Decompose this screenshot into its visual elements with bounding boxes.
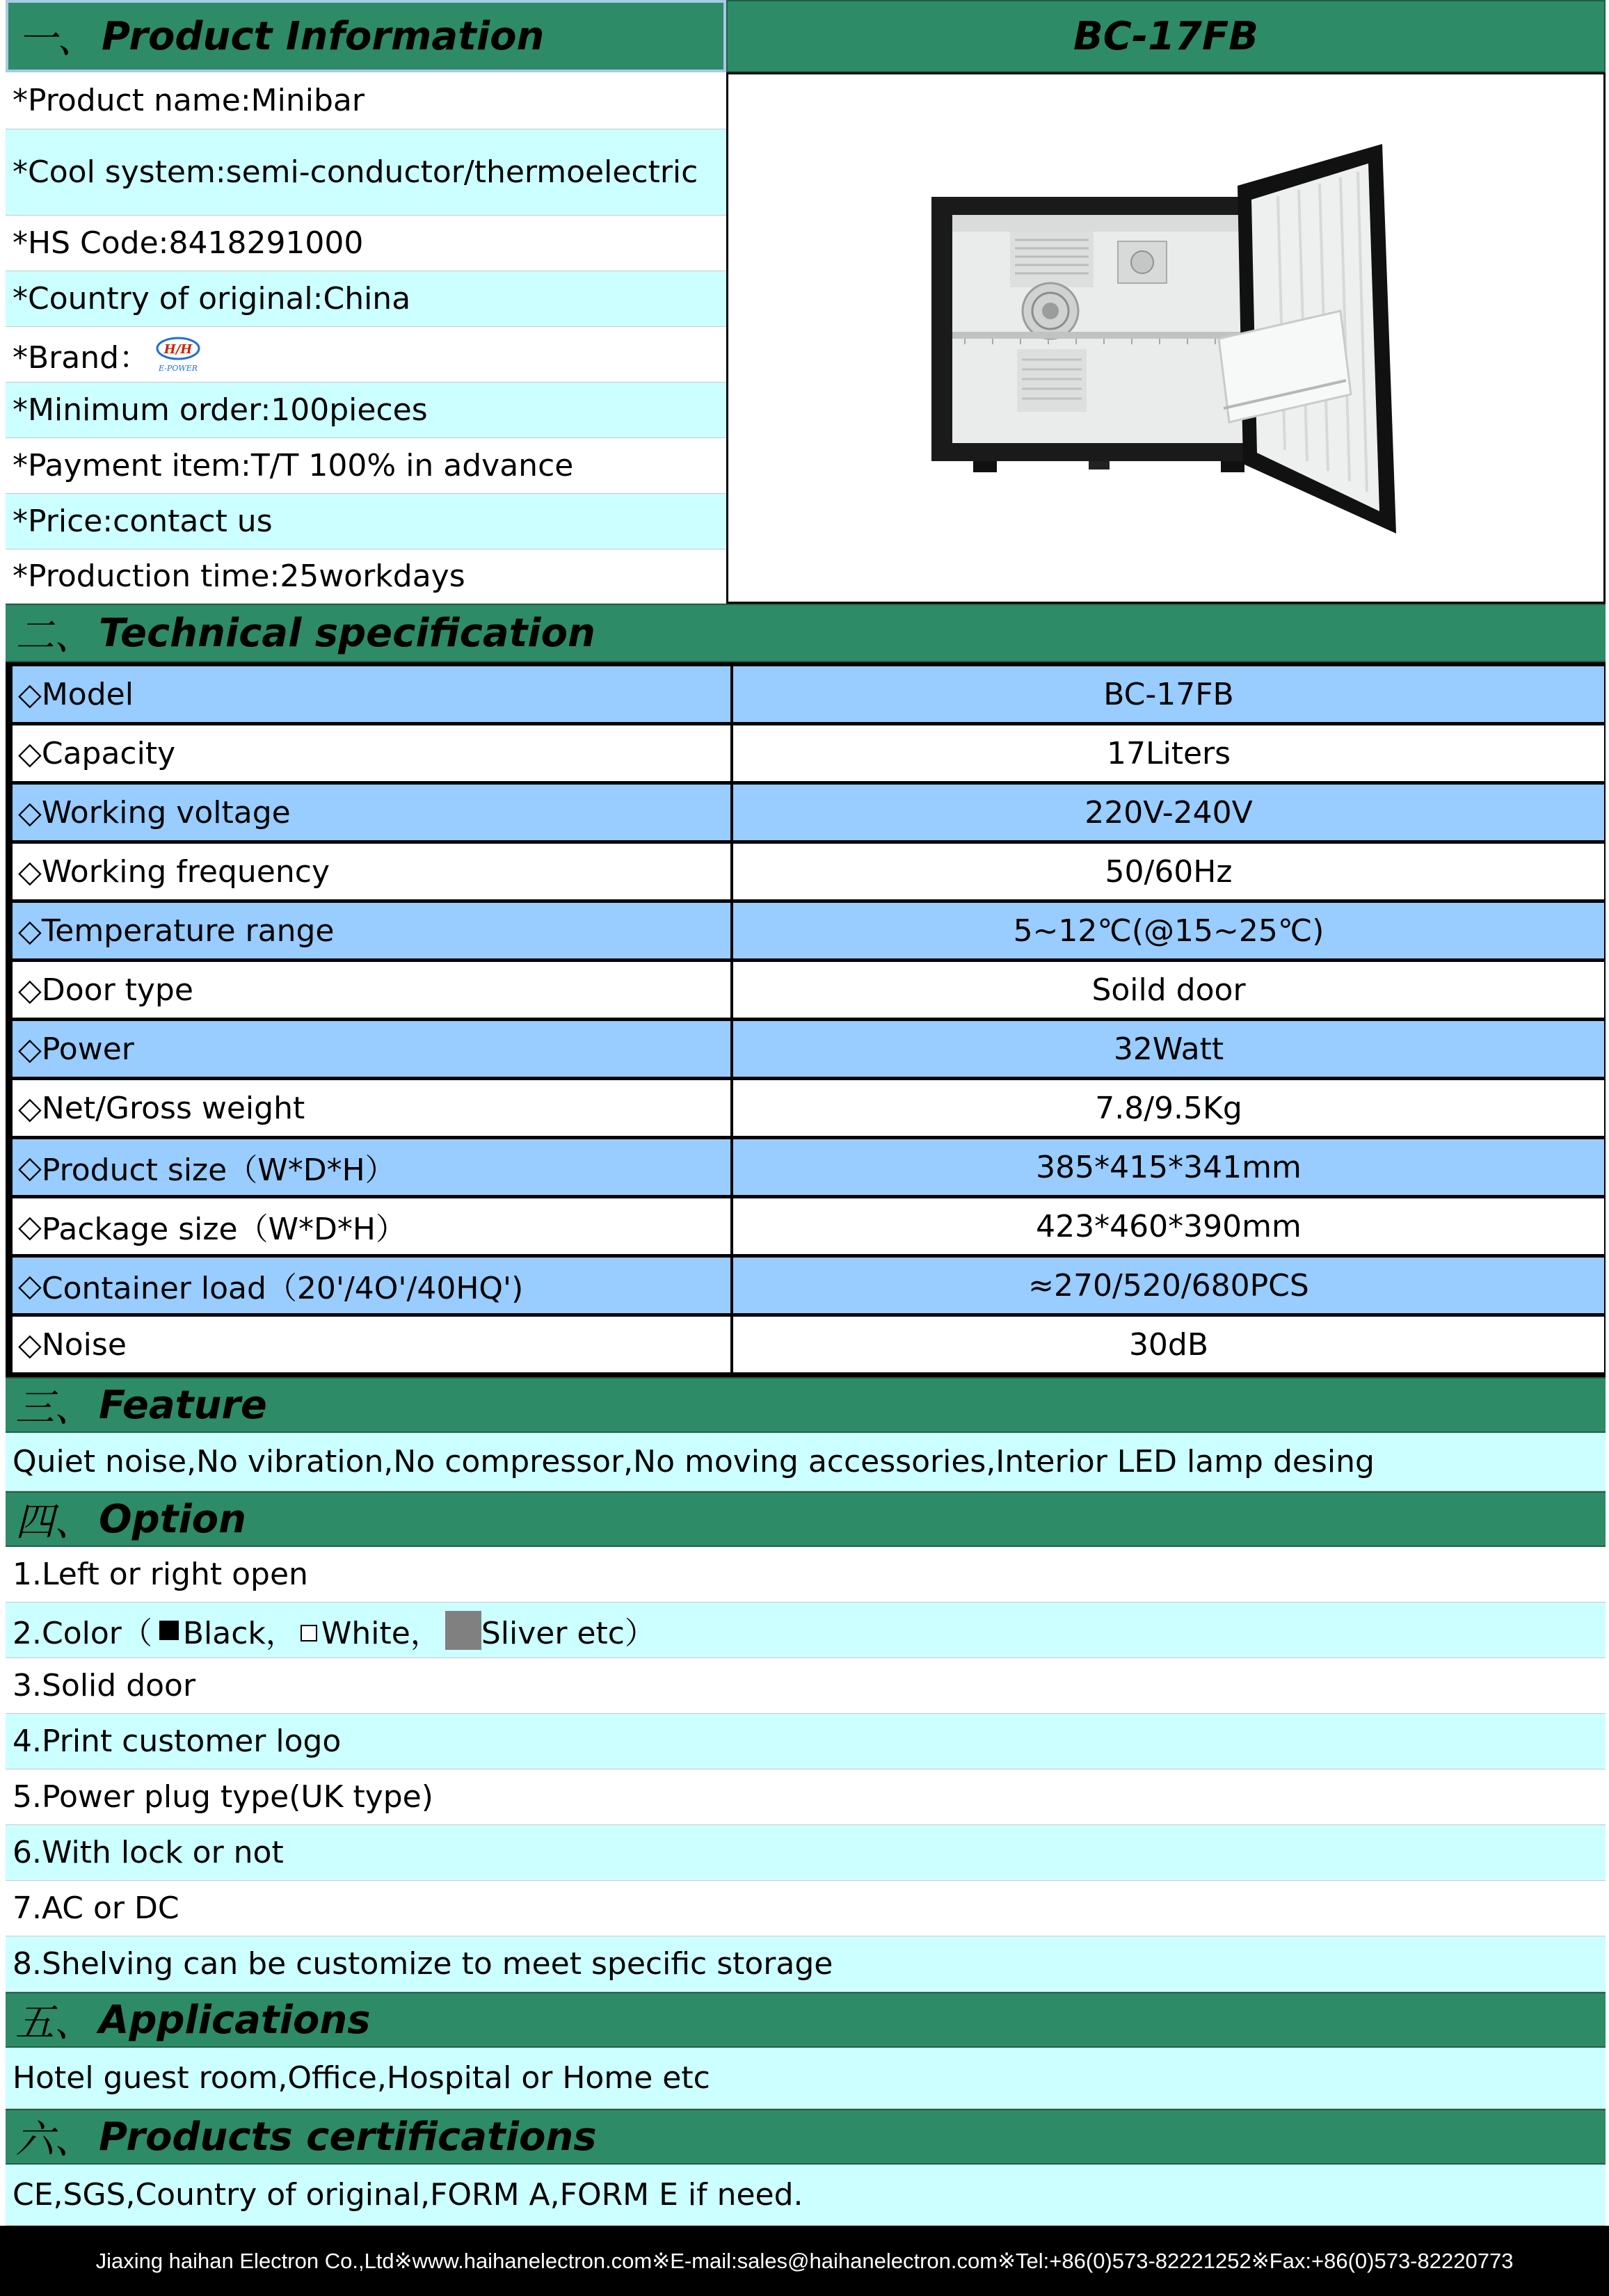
spec-key: ◇ Door type: [11, 961, 732, 1019]
spec-row: [11, 1197, 1606, 1255]
spec-row: [11, 961, 1606, 1019]
spec-row: [11, 1256, 1606, 1315]
model-header: BC-17FB: [726, 0, 1606, 72]
spec-key: ◇ Model: [11, 665, 732, 723]
option-item: 4.Print customer logo: [6, 1714, 1606, 1769]
section-title: Feature: [99, 1382, 267, 1428]
option-item: 8.Shelving can be customize to meet specific storage: [6, 1936, 1606, 1992]
section-number: 三、: [15, 1386, 93, 1431]
section-number: 一、: [18, 17, 96, 62]
product-photo: [726, 72, 1606, 604]
section-title: Option: [99, 1496, 246, 1542]
spec-value: Soild door: [732, 961, 1606, 1019]
footer-contact: Jiaxing haihan Electron Co.,Ltd※www.haihanelectron.com※E-mail:sales@haihanelectron.com※Tel:+86(0)573-82221252※Fax:+86(0)573-82220773: [0, 2226, 1609, 2296]
spec-key: ◇ Noise: [11, 1315, 732, 1374]
applications-text: Hotel guest room,Office,Hospital or Home etc: [6, 2048, 1606, 2109]
section-number: 四、: [15, 1500, 93, 1545]
info-production-time: *Production time:25workdays: [6, 549, 726, 604]
info-cool-system: *Cool system:semi-conductor/thermoelectric: [6, 129, 726, 216]
section-header-option: [6, 1491, 1606, 1547]
info-hs-code: *HS Code:8418291000: [6, 216, 726, 271]
spec-value: 385*415*341mm: [732, 1138, 1606, 1196]
option-item: 5.Power plug type(UK type): [6, 1769, 1606, 1825]
spec-row: [11, 1138, 1606, 1196]
spec-key: ◇ Net/Gross weight: [11, 1079, 732, 1137]
spec-row: [11, 724, 1606, 782]
section-number: 二、: [15, 613, 93, 659]
svg-text:E-POWER: E-POWER: [159, 363, 198, 373]
minibar-image: [728, 74, 1603, 602]
brand-logo: [154, 335, 202, 375]
info-minimum-order: *Minimum order:100pieces: [6, 383, 726, 438]
section-title: Applications: [99, 1997, 371, 2043]
spec-key: ◇ Capacity: [11, 724, 732, 782]
brand-logo-icon: [154, 335, 202, 375]
section-header-technical-specification: [6, 604, 1606, 662]
silver-swatch-icon: [445, 1611, 481, 1650]
spec-value: 32Watt: [732, 1020, 1606, 1078]
info-price: *Price:contact us: [6, 494, 726, 549]
spec-value: 30dB: [732, 1315, 1606, 1374]
spec-value: ≈270/520/680PCS: [732, 1256, 1606, 1315]
spec-row: [11, 1315, 1606, 1374]
spec-row: [11, 901, 1606, 960]
section-title: Product Information: [102, 13, 545, 59]
spec-row: [11, 783, 1606, 842]
spec-key: ◇ Temperature range: [11, 901, 732, 960]
spec-value: 220V-240V: [732, 783, 1606, 842]
spec-table: [6, 662, 1606, 1377]
spec-row: [11, 665, 1606, 723]
spec-key: ◇ Working voltage: [11, 783, 732, 842]
spec-row: [11, 1020, 1606, 1078]
section-header-certifications: [6, 2109, 1606, 2165]
certifications-text: CE,SGS,Country of original,FORM A,FORM E if need.: [6, 2165, 1606, 2226]
feature-text: Quiet noise,No vibration,No compressor,No moving accessories,Interior LED lamp desing: [6, 1433, 1606, 1491]
spec-key: ◇ Container load（20'/4O'/40HQ'): [11, 1256, 732, 1315]
section-number: 五、: [15, 2000, 93, 2046]
spec-value: 7.8/9.5Kg: [732, 1079, 1606, 1137]
info-country: *Country of original:China: [6, 271, 726, 327]
info-product-name: *Product name:Minibar: [6, 72, 726, 129]
spec-key: ◇ Package size（W*D*H）: [11, 1197, 732, 1255]
spec-row: [11, 1079, 1606, 1137]
section-title: Technical specification: [99, 610, 595, 656]
section-header-feature: [6, 1377, 1606, 1433]
svg-text:H/H: H/H: [163, 342, 193, 357]
spec-row: [11, 842, 1606, 901]
option-item: 3.Solid door: [6, 1658, 1606, 1714]
spec-key: ◇ Product size（W*D*H）: [11, 1138, 732, 1196]
option-item: 6.With lock or not: [6, 1825, 1606, 1881]
black-swatch-icon: [159, 1621, 179, 1640]
brand-label: *Brand：: [13, 339, 150, 376]
option-item: 1.Left or right open: [6, 1547, 1606, 1603]
spec-value: 50/60Hz: [732, 842, 1606, 901]
white-swatch-icon: [301, 1625, 317, 1641]
info-payment: *Payment item:T/T 100% in advance: [6, 438, 726, 494]
section-header-product-information: [6, 0, 726, 72]
option-item: 7.AC or DC: [6, 1881, 1606, 1936]
option-item-color: 2.Color（ Black， White， Sliver etc）: [6, 1603, 1606, 1658]
spec-key: ◇ Power: [11, 1020, 732, 1078]
spec-value: BC-17FB: [732, 665, 1606, 723]
section-header-applications: [6, 1992, 1606, 2048]
spec-value: 17Liters: [732, 724, 1606, 782]
spec-value: 423*460*390mm: [732, 1197, 1606, 1255]
spec-key: ◇ Working frequency: [11, 842, 732, 901]
section-title: Products certifications: [99, 2114, 597, 2160]
spec-value: 5~12℃(@15~25℃): [732, 901, 1606, 960]
section-number: 六、: [15, 2117, 93, 2162]
info-brand: [6, 327, 726, 383]
